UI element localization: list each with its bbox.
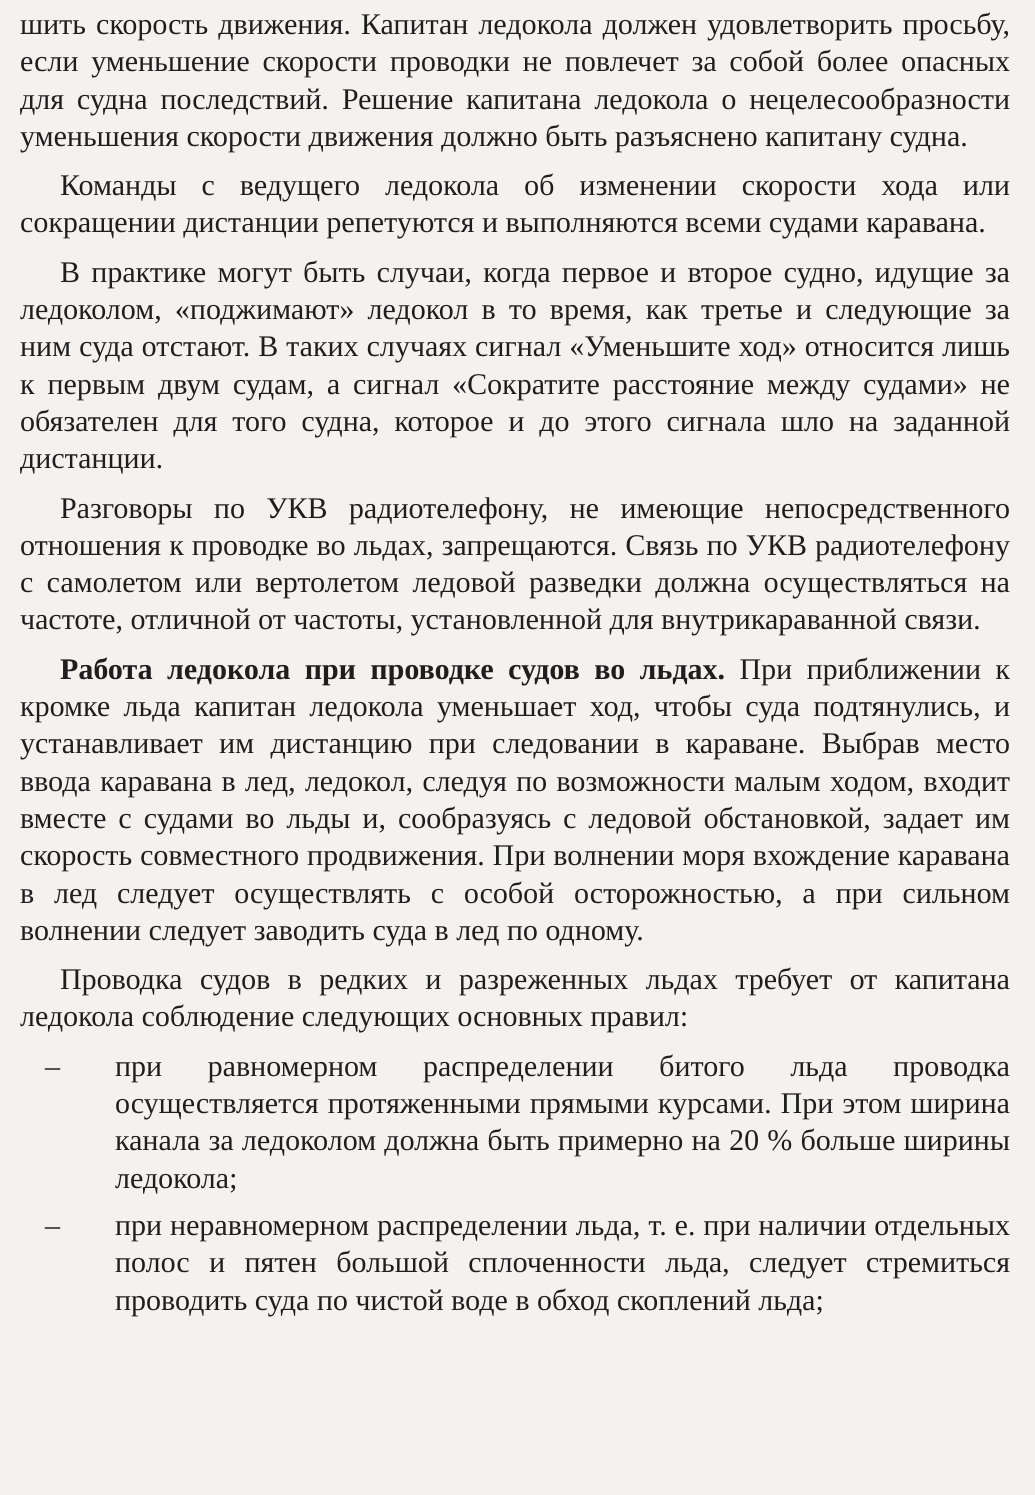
dash-bullet: –: [45, 1049, 60, 1083]
list-item: [20, 1207, 1010, 1319]
document-page: [20, 6, 1010, 1329]
list-item-text: при равномерном распределении битого льда проводка осуществляется протяженными прямыми курсами. При этом ширина канала за ледоколом должна быть примерно на 20 % больше ширины ледокола;: [115, 1049, 1010, 1195]
dash-bullet: –: [45, 1208, 60, 1242]
paragraph-speed-request: [20, 6, 1010, 155]
list-item-text: при неравномерном распределении льда, т. е. при наличии отдельных полос и пятен большой сплоченности льда, следует стремиться проводить суда по чистой воде в обход скоплений льда;: [115, 1208, 1010, 1317]
paragraph-practice-cases: [20, 254, 1010, 478]
paragraph-text: шить скорость движения. Капитан ледокола должен удовлетворить просьбу, если уменьшение скорости проводки не повлечет за собой более опасных для судна последствий. Решение капитана ледокола о нецелесообразности уменьшения скорости движения должно быть разъяснено капитану судна.: [20, 8, 1010, 153]
list-item: [20, 1048, 1010, 1197]
paragraph-text: Проводка судов в редких и разреженных льдах требует от капитана ледокола соблюдение следующих основных правил:: [20, 963, 1010, 1034]
rules-list: [20, 1048, 1010, 1319]
paragraph-text: При приближении к кромке льда капитан ледокола уменьшает ход, чтобы суда подтянулись, и устанавливает им дистанцию при следовании в караване. Выбрав место ввода каравана в лед, ледокол, следуя по возможности малым ходом, входит вместе с судами во льды и, сообразуясь с ледовой обстановкой, задает им скорость совместного продвижения. При волнении моря вхождение каравана в лед следует осуществлять с особой осторожностью, а при сильном волнении следует заводить суда в лед по одному.: [20, 652, 1011, 947]
paragraph-text: Команды с ведущего ледокола об изменении скорости хода или сокращении дистанции репетуются и выполняются всеми судами каравана.: [20, 169, 1010, 240]
paragraph-text: Разговоры по УКВ радиотелефону, не имеющие непосредственного отношения к проводке во льдах, запрещаются. Связь по УКВ радиотелефону с самолетом или вертолетом ледовой разведки должна осуществляться на частоте, отличной от частоты, установленной для внутрикараванной связи.: [20, 491, 1010, 637]
paragraph-rules-intro: [20, 961, 1010, 1036]
section-heading: Работа ледокола при проводке судов во льдах.: [60, 652, 726, 686]
paragraph-icebreaker-work: [20, 651, 1010, 949]
paragraph-text: В практике могут быть случаи, когда первое и второе судно, идущие за ледоколом, «поджимают» ледокол в то время, как третье и следующие за ним суда отстают. В таких случаях сигнал «Уменьшите ход» относится лишь к первым двум судам, а сигнал «Сократите расстояние между судами» не обязателен для того судна, которое и до этого сигнала шло на заданной дистанции.: [20, 255, 1010, 476]
paragraph-commands: [20, 167, 1010, 242]
paragraph-vhf-radio: [20, 490, 1010, 639]
